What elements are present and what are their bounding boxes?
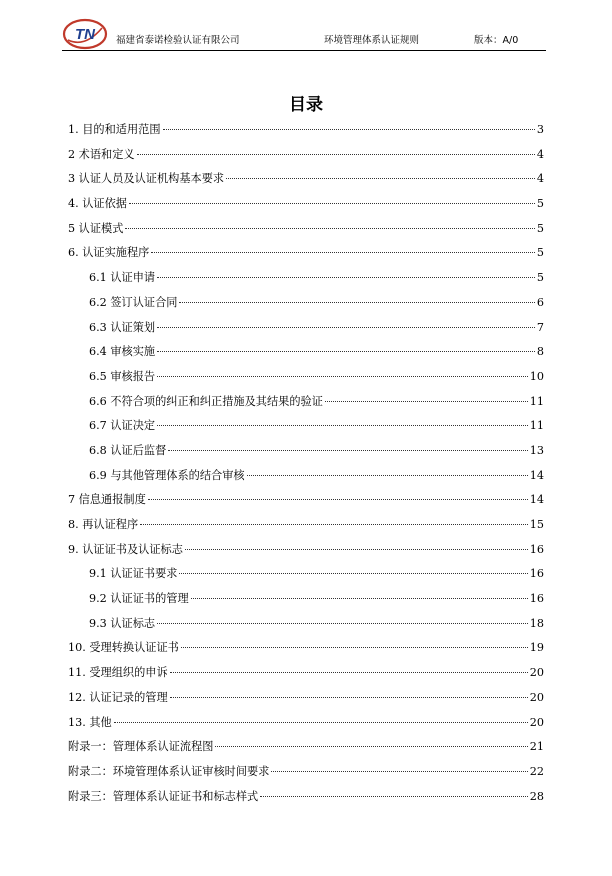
toc-entry-page: 6	[536, 295, 544, 309]
toc-entry[interactable]	[68, 143, 544, 168]
toc-entry[interactable]	[68, 439, 544, 464]
toc-entry[interactable]	[68, 587, 544, 612]
toc-dot-leader	[260, 796, 528, 797]
toc-entry[interactable]	[68, 266, 544, 291]
toc-entry[interactable]	[68, 192, 544, 217]
toc-entry-label: 6.9 与其他管理体系的结合审核	[89, 468, 245, 482]
toc-entry[interactable]	[68, 513, 544, 538]
toc-entry-label: 附录一：管理体系认证流程图	[68, 740, 214, 754]
toc-entry-page: 13	[529, 443, 544, 457]
toc-entry-page: 20	[529, 715, 544, 729]
toc-dot-leader	[179, 302, 534, 303]
toc-entry-label: 4. 认证依据	[68, 197, 127, 211]
toc-entry-page: 16	[529, 567, 544, 581]
toc-entry-page: 20	[529, 666, 544, 680]
toc-dot-leader	[125, 228, 534, 229]
toc-entry-label: 9.2 认证证书的管理	[89, 592, 189, 606]
toc-dot-leader	[157, 623, 528, 624]
toc-entry-label: 6.7 认证决定	[89, 419, 156, 433]
toc-entry-label: 6.3 认证策划	[89, 320, 156, 334]
toc-entry-label: 8. 再认证程序	[68, 518, 139, 531]
toc-entry-label: 6.6 不符合项的纠正和纠正措施及其结果的验证	[89, 394, 323, 408]
toc-dot-leader	[163, 129, 535, 130]
version-label: 版本：A/0	[474, 35, 519, 46]
toc-entry-label: 11. 受理组织的申诉	[68, 666, 168, 680]
toc-entry-label: 6.4 审核实施	[89, 345, 156, 359]
toc-entry-page: 19	[529, 641, 544, 655]
toc-entry[interactable]	[68, 562, 544, 587]
toc-entry-page: 21	[529, 740, 544, 754]
toc-entry-label: 附录三：管理体系认证证书和标志样式	[68, 789, 259, 803]
toc-entry-label: 2 术语和定义	[68, 147, 135, 161]
toc-entry-page: 5	[536, 197, 544, 211]
toc-entry[interactable]	[68, 686, 544, 711]
toc-entry-page: 3	[536, 123, 544, 136]
toc-dot-leader	[168, 450, 527, 451]
toc-entry-page: 5	[536, 221, 544, 235]
toc-entry[interactable]	[68, 291, 544, 316]
toc-entry[interactable]	[68, 636, 544, 661]
toc-dot-leader	[157, 351, 535, 352]
toc-entry-page: 16	[529, 592, 544, 606]
toc-entry-label: 9.1 认证证书要求	[89, 567, 178, 581]
toc-entry-page: 14	[529, 468, 544, 482]
company-name: 福建省泰诺检验认证有限公司	[116, 35, 240, 46]
toc-entry-page: 5	[536, 271, 544, 285]
toc-entry-page: 4	[536, 147, 544, 161]
toc-entry-page: 11	[529, 419, 544, 433]
toc-entry[interactable]	[68, 464, 544, 489]
toc-entry-label: 10. 受理转换认证证书	[68, 641, 179, 655]
toc-entry-label: 6.2 签订认证合同	[89, 295, 178, 309]
toc-entry-label: 6. 认证实施程序	[68, 246, 150, 260]
toc-entry[interactable]	[68, 390, 544, 415]
toc-entry[interactable]	[68, 316, 544, 341]
toc-entry-page: 15	[529, 518, 544, 531]
toc-entry-page: 18	[529, 616, 544, 630]
toc-entry-page: 28	[529, 789, 544, 803]
toc-dot-leader	[157, 277, 535, 278]
toc-entry-label: 7 信息通报制度	[68, 493, 146, 507]
toc-entry-label: 9. 认证证书及认证标志	[68, 542, 183, 556]
toc-dot-leader	[226, 178, 535, 179]
toc-dot-leader	[157, 327, 535, 328]
toc-entry-label: 9.3 认证标志	[89, 616, 156, 630]
toc-dot-leader	[179, 573, 527, 574]
header-divider	[62, 50, 546, 51]
toc-entry[interactable]	[68, 760, 544, 785]
page-header	[62, 18, 546, 52]
toc-dot-leader	[148, 499, 528, 500]
toc-entry-page: 4	[536, 172, 544, 186]
toc-entry[interactable]	[68, 167, 544, 192]
toc-entry-page: 22	[529, 764, 544, 778]
toc-entry[interactable]	[68, 365, 544, 390]
toc-entry[interactable]	[68, 340, 544, 365]
toc-dot-leader	[191, 598, 528, 599]
toc-dot-leader	[151, 252, 535, 253]
toc-entry-page: 10	[529, 369, 544, 383]
table-of-contents	[68, 118, 544, 809]
toc-dot-leader	[157, 376, 528, 377]
logo-text: TN	[75, 26, 95, 43]
company-logo	[62, 18, 108, 50]
toc-entry-label: 3 认证人员及认证机构基本要求	[68, 172, 225, 186]
toc-dot-leader	[170, 672, 528, 673]
toc-dot-leader	[325, 401, 528, 402]
toc-entry[interactable]	[68, 735, 544, 760]
toc-dot-leader	[114, 722, 528, 723]
toc-entry[interactable]	[68, 661, 544, 686]
toc-entry-page: 11	[529, 394, 544, 408]
toc-entry[interactable]	[68, 612, 544, 637]
toc-entry-label: 附录二：环境管理体系认证审核时间要求	[68, 764, 270, 778]
toc-entry-page: 8	[536, 345, 544, 359]
toc-entry-page: 16	[529, 542, 544, 556]
toc-dot-leader	[137, 154, 535, 155]
toc-entry[interactable]	[68, 785, 544, 810]
toc-entry[interactable]	[68, 241, 544, 266]
toc-entry[interactable]	[68, 538, 544, 563]
toc-entry-page: 7	[536, 320, 544, 334]
toc-dot-leader	[215, 746, 527, 747]
toc-dot-leader	[247, 475, 528, 476]
toc-entry-label: 6.8 认证后监督	[89, 443, 167, 457]
toc-entry-label: 6.1 认证申请	[89, 271, 156, 285]
toc-title: 目录	[289, 95, 323, 115]
document-title: 环境管理体系认证规则	[324, 35, 420, 46]
toc-entry-label: 5 认证模式	[68, 221, 124, 235]
toc-dot-leader	[271, 771, 527, 772]
toc-entry-page: 14	[529, 493, 544, 507]
toc-entry[interactable]	[68, 711, 544, 736]
toc-entry[interactable]	[68, 217, 544, 242]
toc-dot-leader	[140, 524, 528, 525]
toc-entry[interactable]	[68, 414, 544, 439]
toc-entry-page: 20	[529, 690, 544, 704]
toc-dot-leader	[157, 425, 528, 426]
toc-dot-leader	[170, 697, 528, 698]
toc-entry[interactable]	[68, 118, 544, 143]
toc-entry-label: 1. 目的和适用范围	[68, 123, 161, 136]
toc-entry-label: 13. 其他	[68, 715, 112, 729]
toc-dot-leader	[185, 549, 528, 550]
toc-dot-leader	[181, 647, 528, 648]
toc-entry-label: 6.5 审核报告	[89, 369, 156, 383]
toc-entry-label: 12. 认证记录的管理	[68, 690, 168, 704]
toc-dot-leader	[129, 203, 535, 204]
toc-entry[interactable]	[68, 488, 544, 513]
toc-entry-page: 5	[536, 246, 544, 260]
